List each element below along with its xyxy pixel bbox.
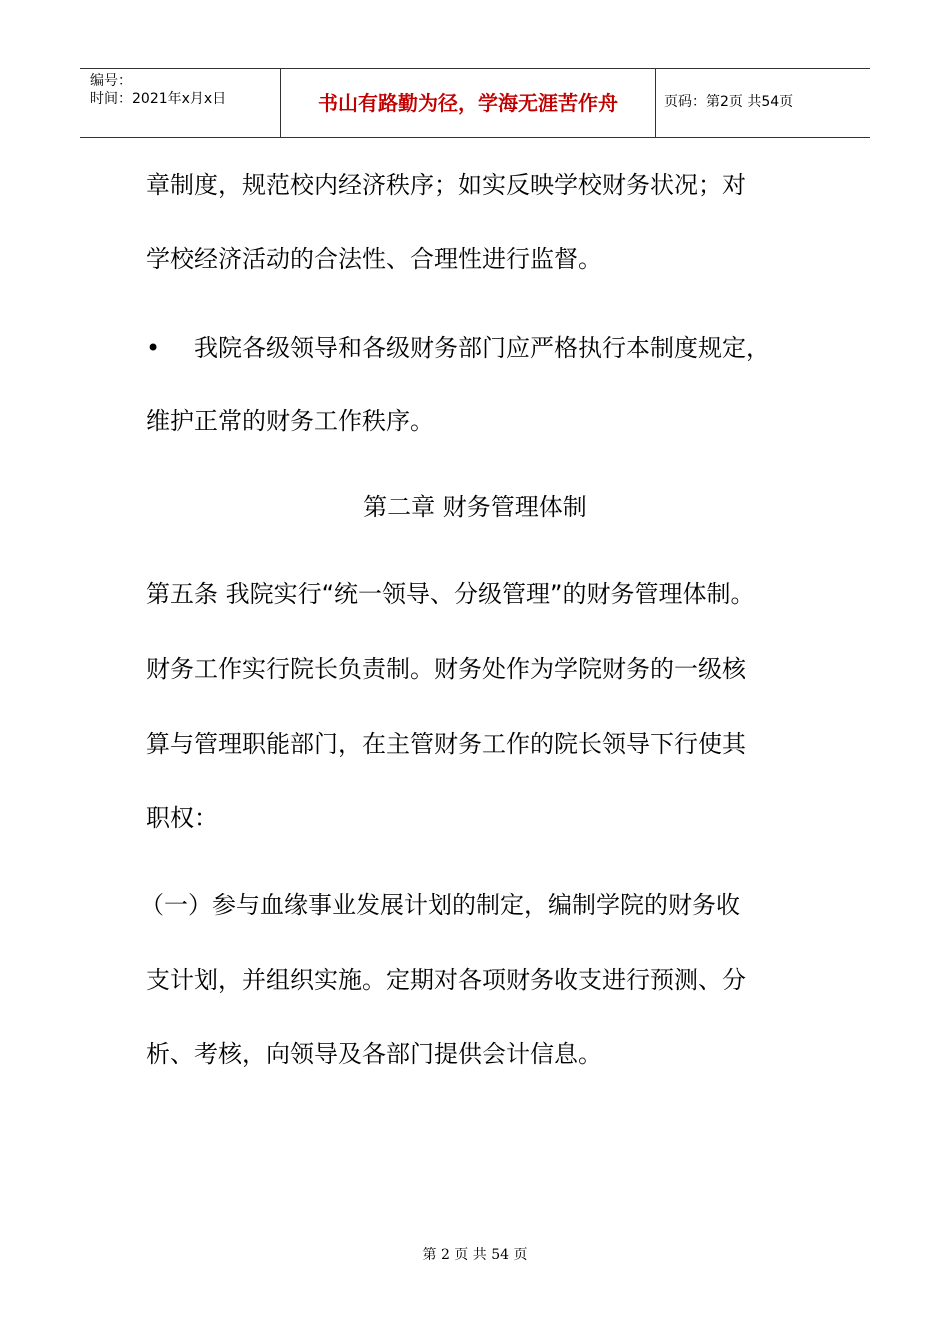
document-number-label: 编号： [90,73,132,89]
list-item-line: （一）参与血缘事业发展计划的制定，编制学院的财务收 [140,891,740,919]
paragraph-line: 学校经济活动的合法性、合理性进行监督。 [146,245,602,273]
paragraph-line: 维护正常的财务工作秩序。 [146,407,434,435]
chapter-heading: 第二章 财务管理体制 [363,493,587,521]
paragraph-line: 职权： [146,804,218,832]
document-date: 时间：2021年x月x日 [90,91,227,107]
paragraph-line: 章制度，规范校内经济秩序；如实反映学校财务状况；对 [146,171,746,199]
header-motto-cell [280,69,656,137]
article-heading-line: 第五条 我院实行“统一领导、分级管理”的财务管理体制。 [146,580,755,608]
header-meta-cell [80,69,280,137]
paragraph-line: 析、考核，向领导及各部门提供会计信息。 [146,1040,602,1068]
header-motto: 书山有路勤为径，学海无涯苦作舟 [318,91,618,115]
paragraph-line: 财务工作实行院长负责制。财务处作为学院财务的一级核 [146,655,746,683]
header-page-cell [656,69,870,137]
paragraph-line: 算与管理职能部门，在主管财务工作的院长领导下行使其 [146,730,746,758]
page-footer: 第 2 页 共 54 页 [422,1247,528,1263]
bullet-point: • [146,334,161,362]
header-page-code: 页码：第2页 共54页 [664,94,794,110]
paragraph-line: 支计划，并组织实施。定期对各项财务收支进行预测、分 [146,966,746,994]
paragraph-line: 我院各级领导和各级财务部门应严格执行本制度规定， [194,334,770,362]
document-header [80,68,870,138]
